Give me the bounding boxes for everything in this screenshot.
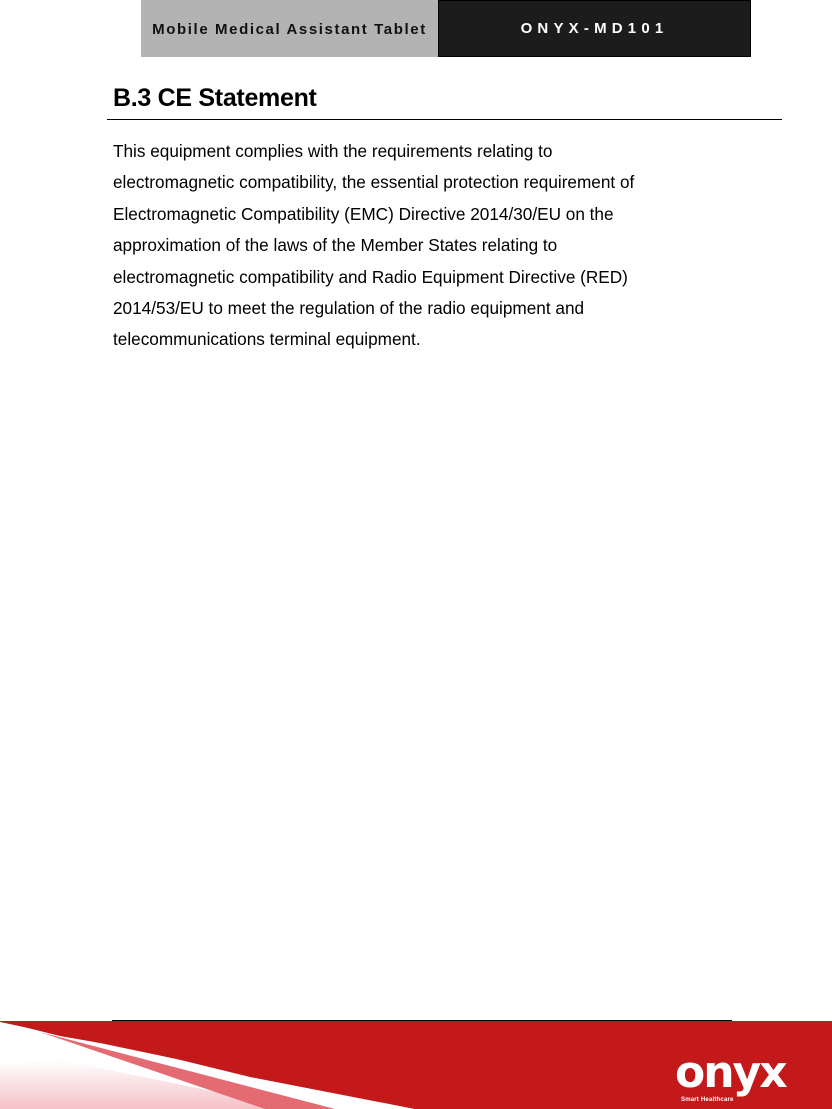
paragraph-line: Electromagnetic Compatibility (EMC) Directive 2014/30/EU on the: [113, 203, 614, 224]
model-label: ONYX-MD101: [438, 0, 751, 57]
onyx-logo: [675, 1048, 810, 1108]
paragraph-line: approximation of the laws of the Member States relating to: [113, 235, 558, 256]
paragraph-line: electromagnetic compatibility, the essential protection requirement of: [113, 172, 635, 193]
ce-statement-paragraph: [113, 136, 773, 356]
paragraph-line: telecommunications terminal equipment.: [113, 329, 421, 350]
paragraph-line: 2014/53/EU to meet the regulation of the radio equipment and: [113, 298, 585, 319]
page-header: [141, 0, 751, 57]
paragraph-line: This equipment complies with the requirements relating to: [113, 141, 553, 161]
footer-divider: [112, 1020, 732, 1021]
paragraph-line: electromagnetic compatibility and Radio Equipment Directive (RED): [113, 266, 628, 287]
logo-tagline: Smart Healthcare: [681, 1097, 734, 1103]
logo-wordmark: onyx: [675, 1047, 786, 1098]
title-divider: [107, 119, 782, 120]
section-title: B.3 CE Statement: [113, 84, 317, 112]
product-name-label: Mobile Medical Assistant Tablet: [141, 0, 438, 57]
